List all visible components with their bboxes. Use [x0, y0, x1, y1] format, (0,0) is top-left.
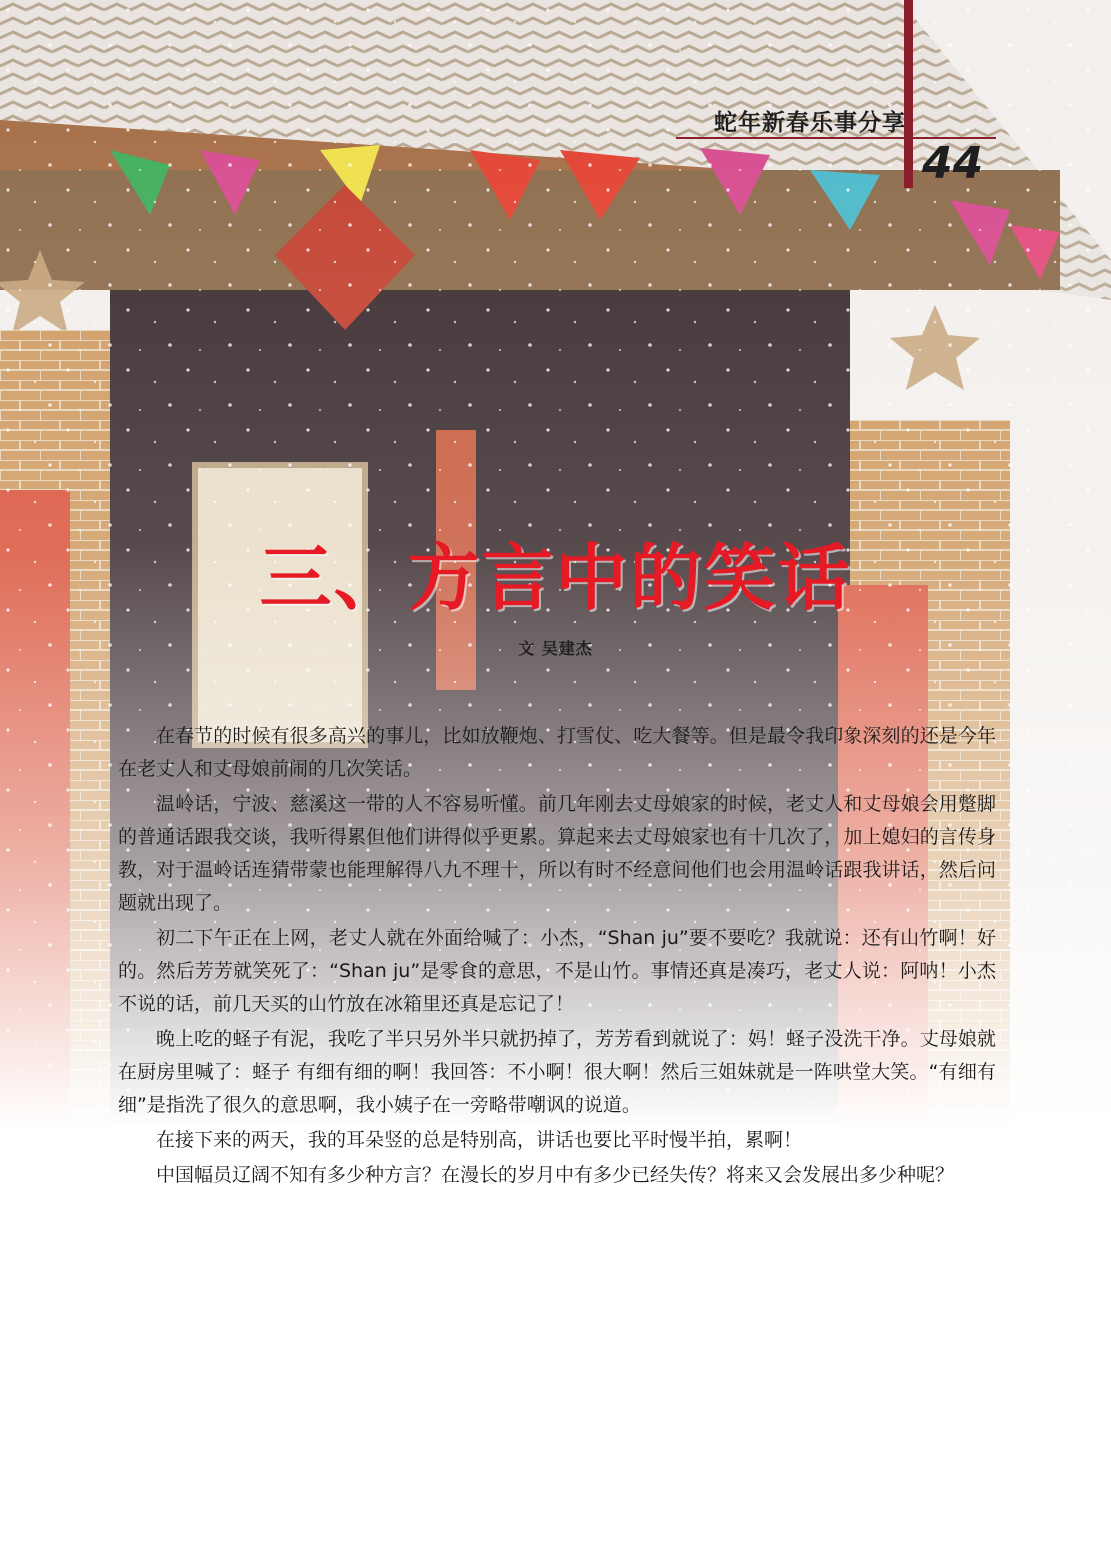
- header-vertical-rule: [904, 0, 913, 188]
- byline: 文 吴建杰: [518, 639, 593, 658]
- paragraph: 在春节的时候有很多高兴的事儿，比如放鞭炮、打雪仗、吃大餐等。但是最令我印象深刻的还是今年在老丈人和丈母娘前闹的几次笑话。: [118, 725, 996, 780]
- paragraph: 初二下午正在上网，老丈人就在外面给喊了：小杰，“Shan ju”要不要吃？我就说：还有山竹啊！好的。然后芳芳就笑死了：“Shan ju”是零食的意思，不是山竹。事情还真是凑巧，老丈人说：阿呐！小杰不说的话，前几天买的山竹放在冰箱里还真是忘记了！: [118, 927, 996, 1015]
- paragraph: 中国幅员辽阔不知有多少种方言？在漫长的岁月中有多少已经失传？将来又会发展出多少种呢？: [156, 1164, 955, 1186]
- paragraph: 在接下来的两天，我的耳朵竖的总是特别高，讲话也要比平时慢半拍，累啊！: [156, 1129, 803, 1151]
- page-number: 44: [922, 138, 984, 189]
- paragraph: 温岭话，宁波、慈溪这一带的人不容易听懂。前几年刚去丈母娘家的时候，老丈人和丈母娘会用蹩脚的普通话跟我交谈，我听得累但他们讲得似乎更累。算起来去丈母娘家也有十几次了，加上媳妇的言传身教，对于温岭话连猜带蒙也能理解得八九不理十，所以有时不经意间他们也会用温岭话跟我讲话，然后问题就出现了。: [118, 793, 996, 914]
- paragraph: 晚上吃的蛏子有泥，我吃了半只另外半只就扔掉了，芳芳看到就说了：妈！蛏子没洗干净。丈母娘就在厨房里喊了：蛏子 有细有细的啊！我回答：不小啊！很大啊！然后三姐妹就是一阵哄堂大笑。“有细有细”是指洗了很久的意思啊，我小姨子在一旁略带嘲讽的说道。: [118, 1028, 996, 1116]
- article-body: [118, 720, 996, 1194]
- section-title: 蛇年新春乐事分享: [714, 110, 906, 136]
- article-title: 三、方言中的笑话: [259, 536, 852, 620]
